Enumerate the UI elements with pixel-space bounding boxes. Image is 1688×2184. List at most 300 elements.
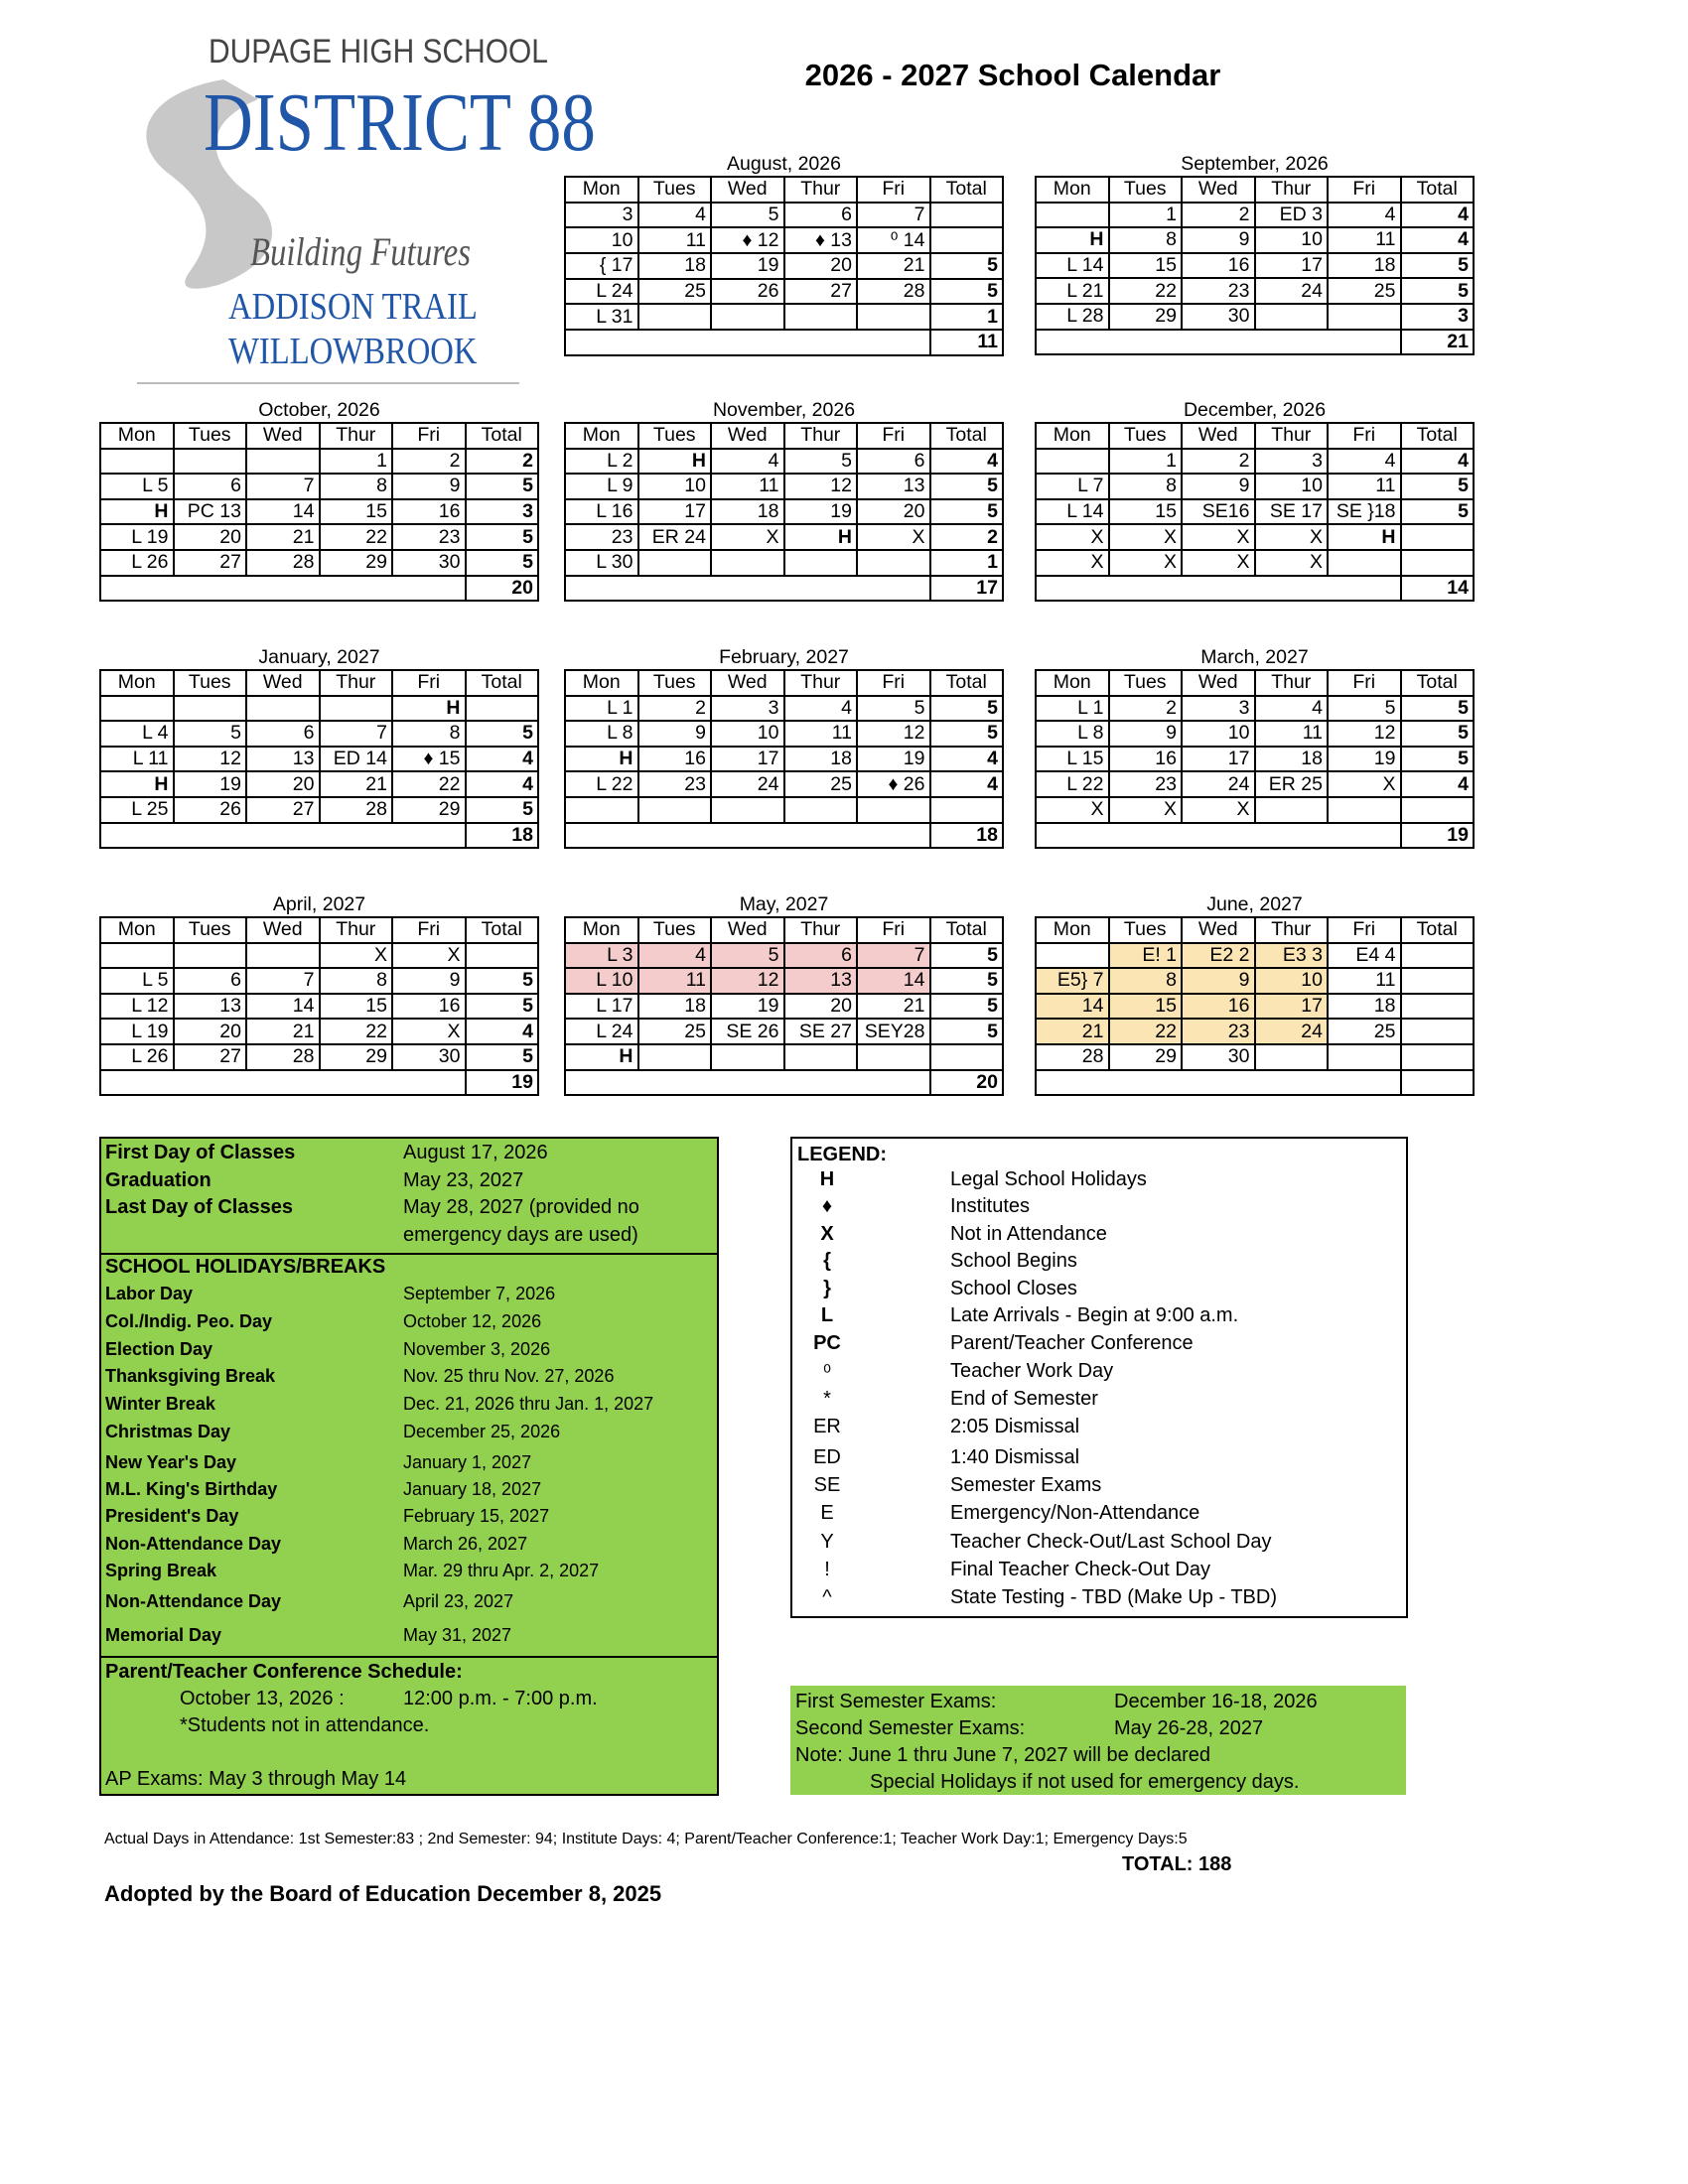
month-total-row bbox=[1036, 576, 1474, 602]
month-total-row bbox=[565, 823, 1003, 849]
day-cell: 11 bbox=[784, 721, 858, 747]
total-spacer bbox=[100, 823, 466, 849]
day-cell: L 3 bbox=[565, 943, 638, 969]
day-cell: X bbox=[1182, 797, 1255, 823]
month-title: March, 2027 bbox=[1200, 646, 1309, 668]
week-total bbox=[1401, 1019, 1475, 1044]
day-cell: 25 bbox=[1328, 278, 1401, 304]
day-cell: 23 bbox=[638, 771, 712, 797]
day-cell: E! 1 bbox=[1109, 943, 1183, 969]
week-total bbox=[1401, 524, 1475, 550]
legend-symbol: ED bbox=[813, 1446, 841, 1468]
day-cell: 8 bbox=[320, 474, 393, 499]
day-cell bbox=[1036, 449, 1109, 475]
legend-symbol: * bbox=[823, 1388, 831, 1410]
day-cell: 18 bbox=[638, 253, 712, 279]
week-row bbox=[1036, 797, 1474, 823]
day-header: Mon bbox=[565, 423, 638, 449]
day-cell: 4 bbox=[1328, 203, 1401, 228]
day-cell: 2 bbox=[392, 449, 466, 475]
legend-symbol: ♦ bbox=[821, 1195, 833, 1217]
holiday-date: March 26, 2027 bbox=[403, 1534, 528, 1554]
day-cell: 29 bbox=[392, 797, 466, 823]
month-total-row bbox=[565, 330, 1003, 355]
day-header: Total bbox=[466, 917, 539, 943]
week-total bbox=[930, 227, 1004, 253]
week-row bbox=[565, 1019, 1003, 1044]
week-row bbox=[565, 968, 1003, 994]
week-row bbox=[565, 474, 1003, 499]
day-header: Wed bbox=[711, 177, 784, 203]
day-cell: 30 bbox=[1182, 1044, 1255, 1070]
month-calendar bbox=[564, 642, 1004, 849]
holiday-label: Winter Break bbox=[105, 1394, 215, 1414]
day-cell: 6 bbox=[857, 449, 930, 475]
month-total: 18 bbox=[466, 823, 539, 849]
day-cell bbox=[100, 943, 174, 969]
week-total: 5 bbox=[1401, 696, 1475, 722]
legend-symbol: { bbox=[823, 1250, 831, 1272]
day-cell: 24 bbox=[711, 771, 784, 797]
day-cell: 23 bbox=[1109, 771, 1183, 797]
day-header: Total bbox=[930, 670, 1004, 696]
day-header: Mon bbox=[1036, 177, 1109, 203]
month-title: January, 2027 bbox=[258, 646, 380, 668]
month-calendar bbox=[564, 889, 1004, 1096]
day-cell: 22 bbox=[1109, 1019, 1183, 1044]
day-header: Total bbox=[1401, 917, 1475, 943]
holiday-label: M.L. King's Birthday bbox=[105, 1479, 278, 1499]
day-cell bbox=[1255, 304, 1329, 330]
day-cell: X bbox=[392, 1019, 466, 1044]
day-cell: 24 bbox=[1255, 1019, 1329, 1044]
legend-definition: 2:05 Dismissal bbox=[950, 1416, 1080, 1437]
day-header: Total bbox=[930, 423, 1004, 449]
day-header: Wed bbox=[1182, 177, 1255, 203]
holiday-label: Christmas Day bbox=[105, 1422, 231, 1441]
week-row bbox=[100, 449, 538, 475]
day-cell: 5 bbox=[784, 449, 858, 475]
holiday-label: Thanksgiving Break bbox=[105, 1366, 276, 1386]
logo-line-1: DUPAGE HIGH SCHOOL bbox=[209, 33, 548, 70]
day-cell bbox=[711, 797, 784, 823]
week-row bbox=[565, 797, 1003, 823]
day-cell: 28 bbox=[857, 279, 930, 305]
holiday-label: Memorial Day bbox=[105, 1625, 222, 1645]
week-row bbox=[100, 968, 538, 994]
week-total: 4 bbox=[1401, 449, 1475, 475]
day-cell bbox=[246, 943, 320, 969]
day-cell: 19 bbox=[1328, 747, 1401, 772]
day-cell bbox=[638, 550, 712, 576]
day-cell: E3 3 bbox=[1255, 943, 1329, 969]
week-total bbox=[1401, 1044, 1475, 1070]
day-cell: 18 bbox=[638, 994, 712, 1020]
week-row bbox=[1036, 1044, 1474, 1070]
day-cell: L 14 bbox=[1036, 253, 1109, 279]
day-cell: 28 bbox=[1036, 1044, 1109, 1070]
legend-title: LEGEND: bbox=[797, 1144, 887, 1165]
week-row bbox=[1036, 227, 1474, 253]
week-row bbox=[1036, 474, 1474, 499]
day-cell: E2 2 bbox=[1182, 943, 1255, 969]
day-cell bbox=[638, 304, 712, 330]
day-cell bbox=[1328, 1044, 1401, 1070]
day-cell: 20 bbox=[174, 1019, 247, 1044]
day-cell: 26 bbox=[711, 279, 784, 305]
day-cell bbox=[246, 696, 320, 722]
day-header: Thur bbox=[320, 423, 393, 449]
day-cell: 7 bbox=[246, 474, 320, 499]
day-cell: 6 bbox=[784, 203, 858, 228]
logo-line-2: DISTRICT 88 bbox=[204, 76, 596, 169]
day-header: Tues bbox=[638, 177, 712, 203]
day-cell: H bbox=[100, 771, 174, 797]
day-cell: 12 bbox=[174, 747, 247, 772]
day-cell: 29 bbox=[1109, 304, 1183, 330]
week-total bbox=[930, 797, 1004, 823]
day-cell: 9 bbox=[1182, 474, 1255, 499]
day-cell: L 9 bbox=[565, 474, 638, 499]
week-total bbox=[1401, 968, 1475, 994]
week-row bbox=[1036, 943, 1474, 969]
day-cell: 11 bbox=[1328, 968, 1401, 994]
week-total: 5 bbox=[1401, 499, 1475, 525]
day-header: Thur bbox=[784, 917, 858, 943]
day-header: Wed bbox=[711, 917, 784, 943]
day-cell: L 2 bbox=[565, 449, 638, 475]
day-cell: L 12 bbox=[100, 994, 174, 1020]
day-cell: X bbox=[1109, 797, 1183, 823]
legend-definition: Legal School Holidays bbox=[950, 1168, 1147, 1190]
day-cell: 17 bbox=[711, 747, 784, 772]
day-cell: L 14 bbox=[1036, 499, 1109, 525]
holiday-date: January 1, 2027 bbox=[403, 1452, 532, 1472]
day-cell bbox=[1328, 797, 1401, 823]
week-total: 4 bbox=[1401, 203, 1475, 228]
week-total: 5 bbox=[1401, 747, 1475, 772]
day-cell: 8 bbox=[1109, 474, 1183, 499]
day-cell: 25 bbox=[638, 279, 712, 305]
holiday-date: October 12, 2026 bbox=[403, 1311, 542, 1331]
month-calendar bbox=[564, 395, 1004, 602]
week-total: 3 bbox=[466, 499, 539, 525]
day-cell: 30 bbox=[1182, 304, 1255, 330]
week-total bbox=[1401, 994, 1475, 1020]
day-cell bbox=[174, 449, 247, 475]
day-header: Mon bbox=[1036, 423, 1109, 449]
day-cell: X bbox=[1255, 550, 1329, 576]
day-cell bbox=[246, 449, 320, 475]
day-cell: 19 bbox=[711, 253, 784, 279]
week-total: 5 bbox=[466, 474, 539, 499]
day-cell: L 30 bbox=[565, 550, 638, 576]
day-cell: X bbox=[1328, 771, 1401, 797]
month-calendar bbox=[1035, 889, 1475, 1096]
key-date-label: Graduation bbox=[105, 1168, 211, 1191]
week-row bbox=[100, 1019, 538, 1044]
day-cell: ♦ 15 bbox=[392, 747, 466, 772]
legend-definition: School Closes bbox=[950, 1278, 1077, 1299]
holiday-label: Election Day bbox=[105, 1339, 213, 1359]
day-header: Mon bbox=[565, 670, 638, 696]
day-cell: 3 bbox=[711, 696, 784, 722]
day-cell: 1 bbox=[320, 449, 393, 475]
day-cell: X bbox=[711, 524, 784, 550]
day-header: Tues bbox=[174, 423, 247, 449]
day-cell: 16 bbox=[1109, 747, 1183, 772]
day-cell: 16 bbox=[392, 994, 466, 1020]
month-total bbox=[1401, 1070, 1475, 1096]
day-cell: X bbox=[1109, 524, 1183, 550]
week-total: 5 bbox=[1401, 278, 1475, 304]
month-total: 11 bbox=[930, 330, 1004, 355]
day-cell: 13 bbox=[174, 994, 247, 1020]
day-header: Fri bbox=[857, 177, 930, 203]
week-total: 5 bbox=[930, 968, 1004, 994]
day-header: Fri bbox=[392, 670, 466, 696]
day-cell: X bbox=[1036, 524, 1109, 550]
total-spacer bbox=[565, 1070, 930, 1096]
month-total-row bbox=[1036, 823, 1474, 849]
day-header: Fri bbox=[857, 423, 930, 449]
day-header: Fri bbox=[1328, 423, 1401, 449]
day-cell: L 8 bbox=[1036, 721, 1109, 747]
week-row bbox=[100, 499, 538, 525]
day-header: Mon bbox=[1036, 670, 1109, 696]
week-total: 5 bbox=[466, 721, 539, 747]
day-cell: 6 bbox=[174, 968, 247, 994]
week-row bbox=[100, 721, 538, 747]
key-date-value: emergency days are used) bbox=[403, 1223, 638, 1246]
day-cell: 4 bbox=[711, 449, 784, 475]
day-header: Wed bbox=[1182, 917, 1255, 943]
day-cell bbox=[100, 696, 174, 722]
total-spacer bbox=[100, 1070, 466, 1096]
week-total: 5 bbox=[930, 696, 1004, 722]
holiday-date: April 23, 2027 bbox=[403, 1591, 514, 1611]
day-cell bbox=[1036, 943, 1109, 969]
day-cell: H bbox=[392, 696, 466, 722]
day-header: Wed bbox=[246, 670, 320, 696]
month-title: December, 2026 bbox=[1183, 399, 1327, 421]
day-cell: SE16 bbox=[1182, 499, 1255, 525]
day-cell: 29 bbox=[1109, 1044, 1183, 1070]
day-header: Total bbox=[930, 917, 1004, 943]
month-title: August, 2026 bbox=[727, 153, 841, 175]
day-cell: 29 bbox=[320, 550, 393, 576]
day-cell bbox=[784, 1044, 858, 1070]
day-header: Thur bbox=[784, 423, 858, 449]
day-cell: 12 bbox=[857, 721, 930, 747]
day-cell: 24 bbox=[1182, 771, 1255, 797]
day-cell bbox=[100, 449, 174, 475]
day-cell: L 26 bbox=[100, 1044, 174, 1070]
month-table bbox=[564, 669, 1004, 849]
day-header: Tues bbox=[638, 423, 712, 449]
month-total: 19 bbox=[1401, 823, 1475, 849]
week-row bbox=[100, 943, 538, 969]
month-total-row bbox=[100, 823, 538, 849]
week-row bbox=[100, 524, 538, 550]
week-row bbox=[100, 747, 538, 772]
week-total: 5 bbox=[1401, 253, 1475, 279]
month-table bbox=[564, 176, 1004, 356]
day-cell: L 28 bbox=[1036, 304, 1109, 330]
week-row bbox=[1036, 968, 1474, 994]
legend-symbol: ! bbox=[824, 1559, 830, 1580]
attendance-summary: Actual Days in Attendance: 1st Semester:83 ; 2nd Semester: 94; Institute Days: 4; Parent/Teacher Conference:1; Teacher Work Day:1; Emergency Days:5 bbox=[104, 1831, 1188, 1847]
legend-symbol: SE bbox=[813, 1474, 841, 1496]
day-cell: 2 bbox=[1182, 449, 1255, 475]
day-cell: 11 bbox=[638, 227, 712, 253]
day-cell bbox=[174, 943, 247, 969]
day-cell: ♦ 26 bbox=[857, 771, 930, 797]
day-cell: 19 bbox=[784, 499, 858, 525]
day-cell: 4 bbox=[1255, 696, 1329, 722]
day-cell: 1 bbox=[1109, 203, 1183, 228]
logo-divider bbox=[137, 382, 519, 384]
day-cell: 19 bbox=[857, 747, 930, 772]
total-spacer bbox=[565, 823, 930, 849]
day-cell: 11 bbox=[1255, 721, 1329, 747]
day-header: Total bbox=[466, 423, 539, 449]
day-cell: SE 26 bbox=[711, 1019, 784, 1044]
holidays-heading: SCHOOL HOLIDAYS/BREAKS bbox=[105, 1256, 386, 1278]
day-cell: H bbox=[565, 1044, 638, 1070]
holiday-label: Col./Indig. Peo. Day bbox=[105, 1311, 273, 1331]
day-cell: 11 bbox=[711, 474, 784, 499]
day-cell: 19 bbox=[174, 771, 247, 797]
day-header: Fri bbox=[857, 670, 930, 696]
holiday-date: September 7, 2026 bbox=[403, 1284, 556, 1303]
month-total-row bbox=[100, 1070, 538, 1096]
legend-definition: Final Teacher Check-Out Day bbox=[950, 1559, 1210, 1580]
day-cell bbox=[174, 696, 247, 722]
week-row bbox=[565, 994, 1003, 1020]
month-calendar bbox=[99, 642, 539, 849]
day-cell bbox=[565, 797, 638, 823]
day-cell: 25 bbox=[1328, 1019, 1401, 1044]
first-exams-value: December 16-18, 2026 bbox=[1114, 1691, 1318, 1712]
week-total: 3 bbox=[1401, 304, 1475, 330]
month-title: June, 2027 bbox=[1206, 893, 1303, 915]
divider bbox=[101, 1656, 717, 1658]
week-row bbox=[100, 771, 538, 797]
day-cell: 6 bbox=[784, 943, 858, 969]
day-header: Total bbox=[466, 670, 539, 696]
month-total: 20 bbox=[466, 576, 539, 602]
day-cell: 10 bbox=[1182, 721, 1255, 747]
day-cell: ♦ 12 bbox=[711, 227, 784, 253]
day-cell: L 19 bbox=[100, 524, 174, 550]
day-cell: 14 bbox=[1036, 994, 1109, 1020]
day-cell: 11 bbox=[638, 968, 712, 994]
day-cell: 26 bbox=[174, 797, 247, 823]
day-header: Total bbox=[1401, 177, 1475, 203]
day-cell bbox=[638, 1044, 712, 1070]
day-cell: L 7 bbox=[1036, 474, 1109, 499]
week-row bbox=[1036, 449, 1474, 475]
day-cell: X bbox=[320, 943, 393, 969]
week-row bbox=[565, 304, 1003, 330]
day-cell: 22 bbox=[320, 1019, 393, 1044]
month-title: November, 2026 bbox=[712, 399, 856, 421]
month-calendar bbox=[99, 395, 539, 602]
day-cell: 4 bbox=[638, 943, 712, 969]
day-cell: 3 bbox=[565, 203, 638, 228]
logo-tagline: Building Futures bbox=[250, 229, 472, 274]
holiday-date: November 3, 2026 bbox=[403, 1339, 551, 1359]
week-total: 4 bbox=[466, 1019, 539, 1044]
day-cell bbox=[1036, 203, 1109, 228]
day-cell: 7 bbox=[857, 203, 930, 228]
day-cell: 2 bbox=[1182, 203, 1255, 228]
day-cell: ED 14 bbox=[320, 747, 393, 772]
week-row bbox=[565, 499, 1003, 525]
day-cell: 9 bbox=[392, 474, 466, 499]
day-cell: 23 bbox=[1182, 1019, 1255, 1044]
total-spacer bbox=[1036, 330, 1401, 355]
week-row bbox=[1036, 747, 1474, 772]
day-cell: 17 bbox=[638, 499, 712, 525]
month-title: September, 2026 bbox=[1181, 153, 1329, 175]
adoption-note: Adopted by the Board of Education December 8, 2025 bbox=[104, 1881, 662, 1906]
week-total bbox=[930, 203, 1004, 228]
month-table bbox=[99, 916, 539, 1096]
day-cell: 18 bbox=[1328, 253, 1401, 279]
week-row bbox=[1036, 1019, 1474, 1044]
day-cell: 14 bbox=[246, 994, 320, 1020]
week-total: 5 bbox=[930, 721, 1004, 747]
week-total: 5 bbox=[466, 968, 539, 994]
day-header: Mon bbox=[565, 177, 638, 203]
month-calendar bbox=[1035, 395, 1475, 602]
day-cell: 18 bbox=[1255, 747, 1329, 772]
day-header: Total bbox=[1401, 670, 1475, 696]
day-header: Total bbox=[1401, 423, 1475, 449]
day-cell: 4 bbox=[1328, 449, 1401, 475]
day-cell: X bbox=[1182, 524, 1255, 550]
day-cell: ER 24 bbox=[638, 524, 712, 550]
day-cell: L 17 bbox=[565, 994, 638, 1020]
day-cell: 14 bbox=[246, 499, 320, 525]
day-header: Thur bbox=[784, 177, 858, 203]
legend-definition: 1:40 Dismissal bbox=[950, 1446, 1080, 1468]
day-cell: SE }18 bbox=[1328, 499, 1401, 525]
day-cell bbox=[1328, 550, 1401, 576]
legend-symbol: } bbox=[823, 1278, 831, 1299]
week-total: 5 bbox=[930, 474, 1004, 499]
total-spacer bbox=[565, 330, 930, 355]
week-total: 4 bbox=[466, 747, 539, 772]
second-exams-value: May 26-28, 2027 bbox=[1114, 1717, 1264, 1739]
month-total-row bbox=[1036, 1070, 1474, 1096]
week-total: 5 bbox=[930, 994, 1004, 1020]
month-total: 18 bbox=[930, 823, 1004, 849]
week-row bbox=[1036, 771, 1474, 797]
day-cell: 9 bbox=[392, 968, 466, 994]
day-cell: 10 bbox=[638, 474, 712, 499]
day-cell bbox=[857, 1044, 930, 1070]
week-total: 4 bbox=[930, 771, 1004, 797]
day-cell: 1 bbox=[1109, 449, 1183, 475]
holiday-date: Nov. 25 thru Nov. 27, 2026 bbox=[403, 1366, 615, 1386]
month-calendar bbox=[99, 889, 539, 1096]
month-total-row bbox=[565, 1070, 1003, 1096]
day-header: Tues bbox=[1109, 670, 1183, 696]
day-header: Wed bbox=[246, 423, 320, 449]
